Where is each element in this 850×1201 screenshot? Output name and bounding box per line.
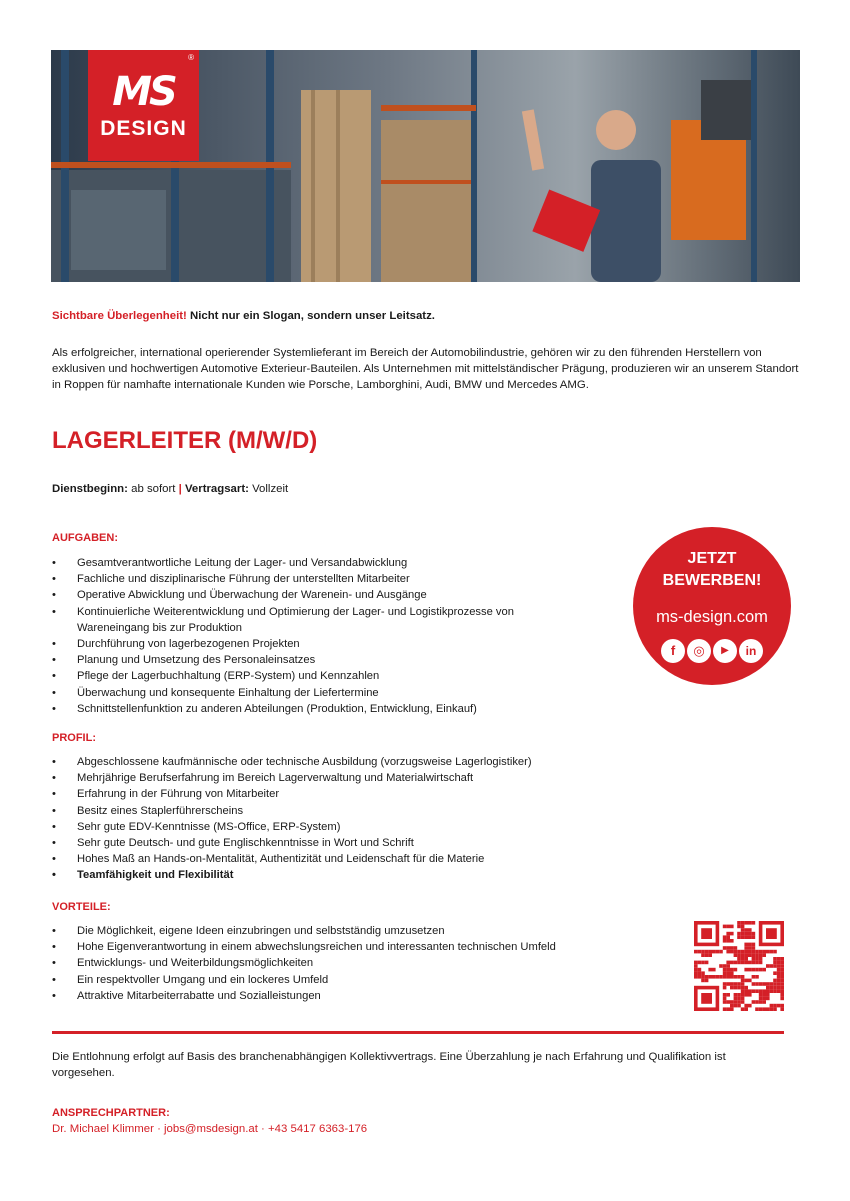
contract-label: Vertragsart: (184, 483, 249, 495)
logo-design: DESIGN (100, 117, 187, 140)
contract-value: Vollzeit (252, 483, 289, 495)
vorteile-item: • Hohe Eigenverantwortung in einem abwechslungsreichen und interessanten technischen Umfeld (52, 939, 652, 955)
profil-item: • Hohes Maß an Hands-on-Mentalität, Authentizität und Leidenschaft für die Materie (52, 851, 612, 867)
vorteile-item: • Ein respektvoller Umgang und ein lockeres Umfeld (52, 972, 652, 988)
profil-item: • Teamfähigkeit und Flexibilität (52, 867, 612, 883)
profil-item: • Sehr gute EDV-Kenntnisse (MS-Office, ERP-System) (52, 819, 612, 835)
company-logo (88, 50, 199, 161)
website-link[interactable]: ms-design.com (656, 608, 768, 626)
job-meta (52, 481, 288, 497)
start-label: Dienstbeginn: (52, 483, 128, 495)
slogan-rest: Nicht nur ein Slogan, sondern unser Leitsatz. (190, 310, 435, 322)
vorteile-heading: VORTEILE: (52, 901, 111, 913)
profil-list (52, 754, 612, 884)
apply-badge[interactable] (633, 527, 791, 685)
logo-ms: MS (112, 69, 175, 115)
qr-code[interactable] (694, 921, 784, 1011)
profil-heading: PROFIL: (52, 732, 96, 744)
social-icons (661, 639, 763, 665)
contact-heading: ANSPRECHPARTNER: (52, 1107, 170, 1119)
section-divider (52, 1031, 784, 1034)
salary-note: Die Entlohnung erfolgt auf Basis des branchenabhängigen Kollektivvertrags. Eine Überzahlung je nach Erfahrung und Qualifikation ist vorgesehen. (52, 1051, 726, 1079)
instagram-icon[interactable]: ◎ (687, 639, 711, 663)
contact-line[interactable]: Dr. Michael Klimmer · jobs@msdesign.at · +43 5417 6363-176 (52, 1123, 368, 1135)
aufgaben-item: • Gesamtverantwortliche Leitung der Lager- und Versandabwicklung (52, 555, 572, 571)
profil-item: • Sehr gute Deutsch- und gute Englischkenntnisse in Wort und Schrift (52, 835, 612, 851)
linkedin-icon[interactable]: in (739, 639, 763, 663)
job-title: LAGERLEITER (M/W/D) (52, 427, 318, 454)
badge-line2: BEWERBEN! (662, 572, 762, 589)
vorteile-item: • Attraktive Mitarbeiterrabatte und Sozialleistungen (52, 988, 652, 1004)
aufgaben-heading: AUFGABEN: (52, 532, 118, 544)
profil-item: • Besitz eines Staplerführerscheins (52, 803, 612, 819)
intro-paragraph: Als erfolgreicher, international operierender Systemlieferant im Bereich der Automobilindustrie, gehören wir zu den führenden Herstellern von exklusiven und hochwertigen Automotive Exterieur-Bauteilen. Als Unternehmen mit mittelständischer Prägung, produzieren wir an unserem Standort in Roppen für namhafte internationale Kunden wie Porsche, Lamborghini, Audi, BMW und Mercedes AMG. (52, 347, 799, 391)
badge-line1: JETZT (687, 550, 737, 567)
aufgaben-list (52, 555, 572, 717)
vorteile-item: • Entwicklungs- und Weiterbildungsmöglichkeiten (52, 955, 652, 971)
profil-item: • Mehrjährige Berufserfahrung im Bereich Lagerverwaltung und Materialwirtschaft (52, 770, 612, 786)
youtube-icon[interactable]: ▶ (713, 639, 737, 663)
aufgaben-item: • Fachliche und disziplinarische Führung der unterstellten Mitarbeiter (52, 571, 572, 587)
vorteile-item: • Die Möglichkeit, eigene Ideen einzubringen und selbstständig umzusetzen (52, 923, 652, 939)
facebook-icon[interactable]: f (661, 639, 685, 663)
aufgaben-item: • Operative Abwicklung und Überwachung der Warenein- und Ausgänge (52, 587, 572, 603)
profil-item: • Erfahrung in der Führung von Mitarbeiter (52, 786, 612, 802)
slogan-highlight: Sichtbare Überlegenheit! (52, 310, 187, 322)
vorteile-list (52, 923, 652, 1004)
meta-separator: | (178, 483, 182, 495)
hero-photo (51, 50, 800, 282)
profil-item: • Abgeschlossene kaufmännische oder technische Ausbildung (vorzugsweise Lagerlogistiker) (52, 754, 612, 770)
aufgaben-item: • Pflege der Lagerbuchhaltung (ERP-System) und Kennzahlen (52, 668, 572, 684)
slogan (52, 308, 435, 324)
start-value: ab sofort (131, 483, 176, 495)
registered-mark: ® (188, 53, 194, 62)
aufgaben-item: • Überwachung und konsequente Einhaltung der Liefertermine (52, 685, 572, 701)
aufgaben-item: • Kontinuierliche Weiterentwicklung und Optimierung der Lager- und Logistikprozesse von Wareneingang bis zur Produktion (52, 604, 572, 636)
aufgaben-item: • Durchführung von lagerbezogenen Projekten (52, 636, 572, 652)
aufgaben-item: • Schnittstellenfunktion zu anderen Abteilungen (Produktion, Entwicklung, Einkauf) (52, 701, 572, 717)
aufgaben-item: • Planung und Umsetzung des Personaleinsatzes (52, 652, 572, 668)
